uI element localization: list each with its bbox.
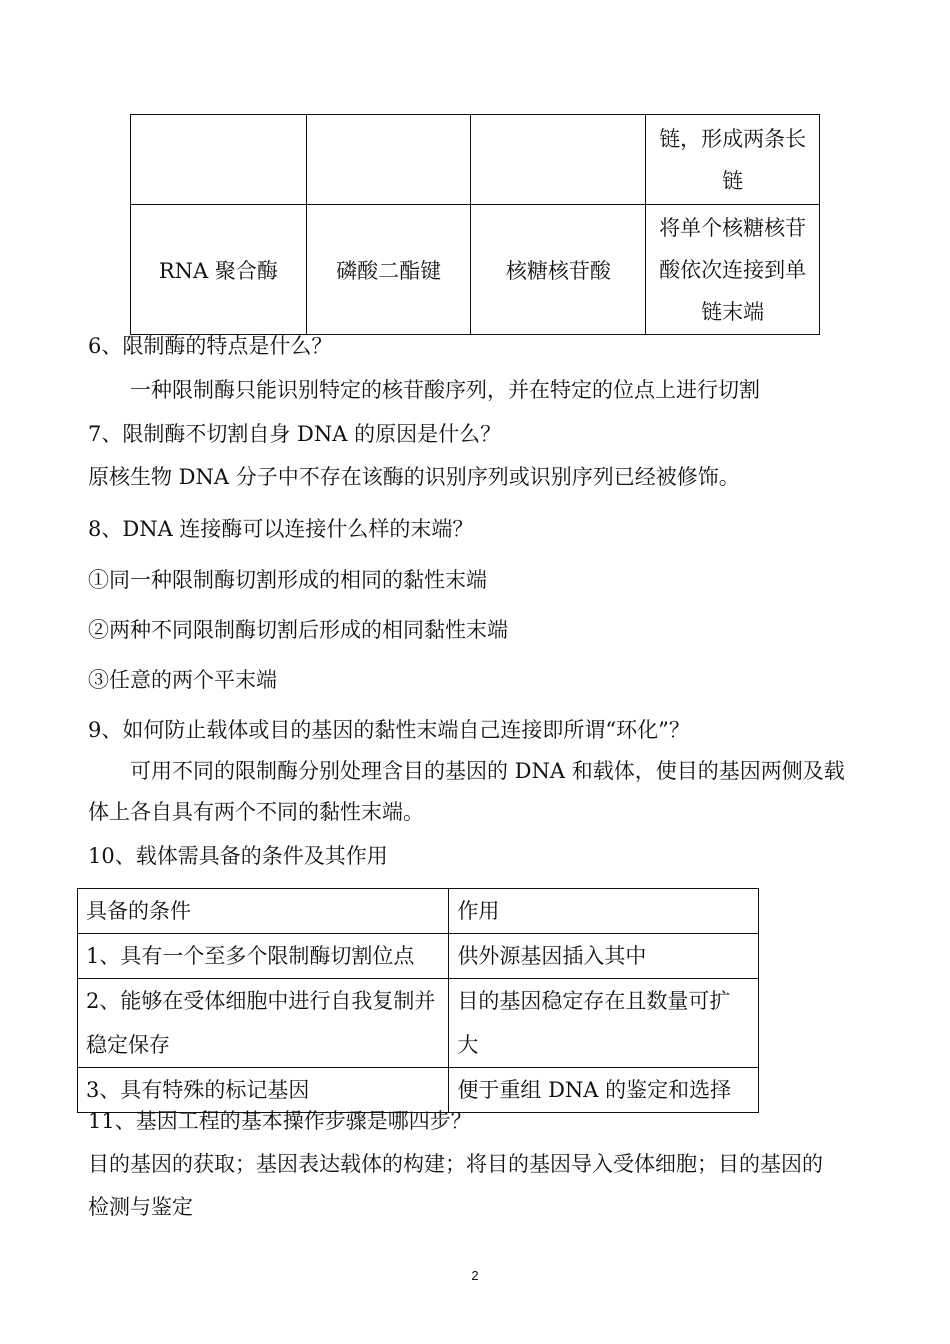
question-9: 9、如何防止载体或目的基因的黏性末端自己连接即所谓“环化”？ (88, 718, 690, 742)
carrier-conditions-table (77, 888, 759, 1113)
answer-11-line2: 检测与鉴定 (88, 1195, 193, 1219)
table-cell: 磷酸二酯键 (306, 205, 471, 335)
table-cell (646, 115, 820, 205)
enzyme-table (130, 114, 820, 335)
table-cell (646, 205, 820, 335)
answer-8-item: ③任意的两个平末端 (88, 668, 277, 692)
question-8: 8、DNA 连接酶可以连接什么样的末端？ (88, 517, 474, 541)
table-cell (306, 115, 471, 205)
answer-9-line2: 体上各自具有两个不同的黏性末端。 (88, 800, 424, 824)
question-7: 7、限制酶不切割自身 DNA 的原因是什么？ (88, 422, 502, 446)
table-row (78, 979, 759, 1068)
table-header-cell: 具备的条件 (78, 889, 449, 934)
table-cell: 2、能够在受体细胞中进行自我复制并稳定保存 (78, 979, 449, 1068)
table-header-cell: 作用 (449, 889, 759, 934)
answer-6: 一种限制酶只能识别特定的核苷酸序列，并在特定的位点上进行切割 (130, 378, 760, 402)
table-row (78, 1068, 759, 1113)
table-cell (471, 115, 646, 205)
table-cell (131, 115, 307, 205)
table-cell: 目的基因稳定存在且数量可扩大 (449, 979, 759, 1068)
answer-8-item: ②两种不同限制酶切割后形成的相同黏性末端 (88, 618, 508, 642)
table-row (78, 934, 759, 979)
page-number: 2 (471, 1268, 479, 1283)
answer-8-item: ①同一种限制酶切割形成的相同的黏性末端 (88, 568, 487, 592)
answer-9-line1: 可用不同的限制酶分别处理含目的基因的 DNA 和载体，使目的基因两侧及载 (130, 759, 845, 783)
table-cell: 便于重组 DNA 的鉴定和选择 (449, 1068, 759, 1113)
table-cell: 核糖核苷酸 (471, 205, 646, 335)
cell-text: 链，形成两条长链 (659, 126, 807, 193)
question-10: 10、载体需具备的条件及其作用 (88, 844, 388, 868)
cell-text: 将单个核糖核苷酸依次连接到单链末端 (659, 215, 807, 324)
table-cell: 1、具有一个至多个限制酶切割位点 (78, 934, 449, 979)
table-cell: 3、具有特殊的标记基因 (78, 1068, 449, 1113)
answer-11-line1: 目的基因的获取；基因表达载体的构建；将目的基因导入受体细胞；目的基因的 (88, 1152, 823, 1176)
table-row (131, 205, 820, 335)
table-row (131, 115, 820, 205)
table-cell: 供外源基因插入其中 (449, 934, 759, 979)
table-header-row (78, 889, 759, 934)
answer-7: 原核生物 DNA 分子中不存在该酶的识别序列或识别序列已经被修饰。 (88, 465, 740, 489)
table-cell: RNA 聚合酶 (131, 205, 307, 335)
question-6: 6、限制酶的特点是什么？ (88, 334, 333, 358)
question-11: 11、基因工程的基本操作步骤是哪四步？ (88, 1109, 472, 1133)
